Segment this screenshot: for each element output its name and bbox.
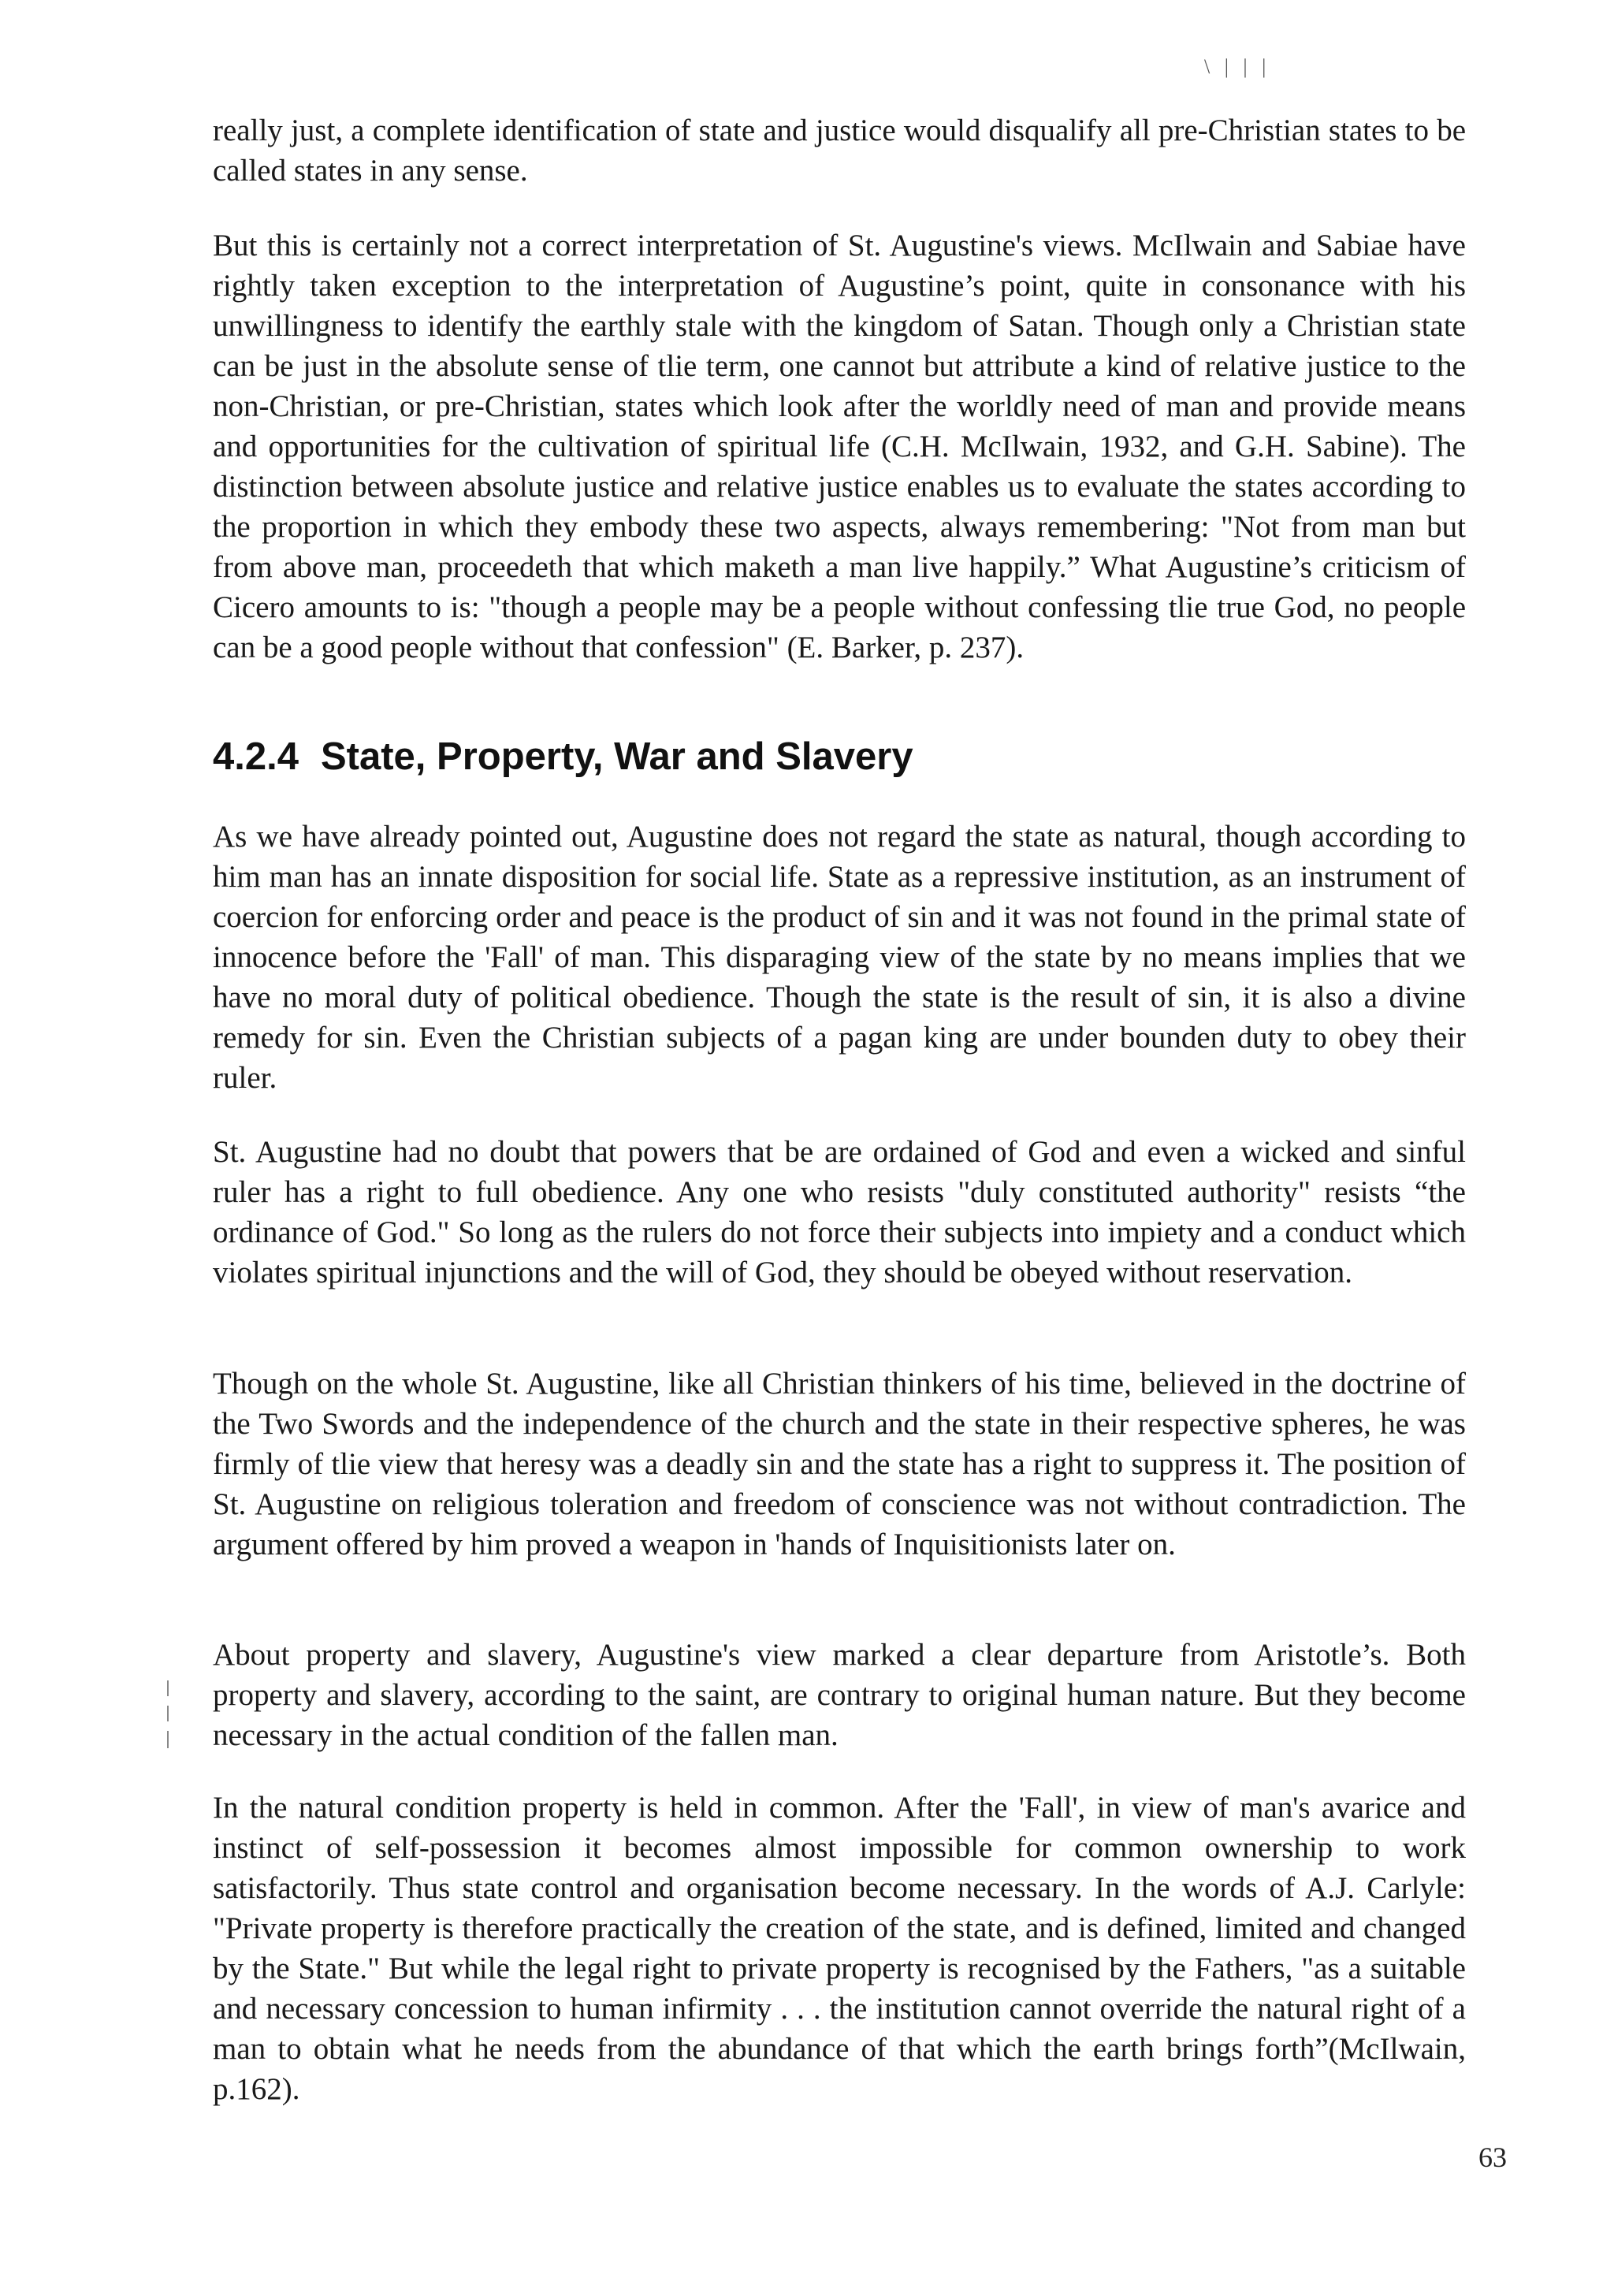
paragraph-obedience: St. Augustine had no doubt that powers that be are ordained of God and even a wicked and sinful ruler has a right to full obedience. Any one who resists "duly constituted authority" resists “the ordinance of God." So long as the rulers do not force their subjects into impiety and a conduct which violates spiritual injunctions and the will of God, they should be obeyed without reservation.: [213, 1135, 1466, 1289]
section-heading: [213, 733, 913, 780]
margin-mark: [167, 1731, 169, 1748]
margin-mark: [167, 1706, 169, 1721]
paragraph-property-slavery: About property and slavery, Augustine's view marked a clear departure from Aristotle’s. Both property and slavery, according to the saint, are contrary to original human nature. But they become necessary in the actual condition of the fallen man.: [213, 1638, 1466, 1752]
paragraph-intro-continuation: really just, a complete identification of state and justice would disqualify all pre-Christian states to be called states in any sense.: [213, 113, 1466, 188]
paragraph-interpretation: But this is certainly not a correct interpretation of St. Augustine's views. McIlwain and Sabiae have rightly taken exception to the interpretation of Augustine’s point, quite in consonance with his unwillingness to identify the earthly stale with the kingdom of Satan. Though only a Christian state can be just in the absolute sense of tlie term, one cannot but attribute a kind of relative justice to the non-Christian, or pre-Christian, states which look after the worldly need of man and provide means and opportunities for the cultivation of spiritual life (C.H. McIlwain, 1932, and G.H. Sabine). The distinction between absolute justice and relative justice enables us to evaluate the states according to the proportion in which they embody these two aspects, always remembering: "Not from man but from above man, proceedeth that which maketh a man live happily.” What Augustine’s criticism of Cicero amounts to is: "though a people may be a people without confessing tlie true God, no people can be a good people without that confession" (E. Barker, p. 237).: [213, 229, 1466, 664]
paragraph-heresy: Though on the whole St. Augustine, like all Christian thinkers of his time, believed in the doctrine of the Two Swords and the independence of the church and the state in their respective spheres, he was firmly of tlie view that heresy was a deadly sin and the state has a right to suppress it. The position of St. Augustine on religious toleration and freedom of conscience was not without contradiction. The argument offered by him proved a weapon in 'hands of Inquisitionists later on.: [213, 1367, 1466, 1561]
corner-mark: \ | | |: [1204, 55, 1271, 78]
paragraph-state-natural: As we have already pointed out, Augustine does not regard the state as natural, though according to him man has an innate disposition for social life. State as a repressive institution, as an instrument of coercion for enforcing order and peace is the product of sin and it was not found in the primal state of innocence before the 'Fall' of man. This disparaging view of the state by no means implies that we have no moral duty of political obedience. Though the state is the result of sin, it is also a divine remedy for sin. Even the Christian subjects of a pagan king are under bounden duty to obey their ruler.: [213, 820, 1466, 1095]
section-number: 4.2.4: [213, 735, 299, 778]
section-title: State, Property, War and Slavery: [320, 735, 913, 778]
margin-mark: [167, 1680, 169, 1696]
paragraph-natural-condition: In the natural condition property is held in common. After the 'Fall', in view of man's avarice and instinct of self-possession it becomes almost impossible for common ownership to work satisfactorily. Thus state control and organisation become necessary. In the words of A.J. Carlyle: "Private property is therefore practically the creation of the state, and is defined, limited and changed by the State." But while the legal right to private property is recognised by the Fathers, "as a suitable and necessary concession to human infirmity . . . the institution cannot override the natural right of a man to obtain what he needs from the abundance of that which the earth brings forth”(McIlwain, p.162).: [213, 1791, 1466, 2106]
page-number: 63: [1478, 2142, 1507, 2173]
